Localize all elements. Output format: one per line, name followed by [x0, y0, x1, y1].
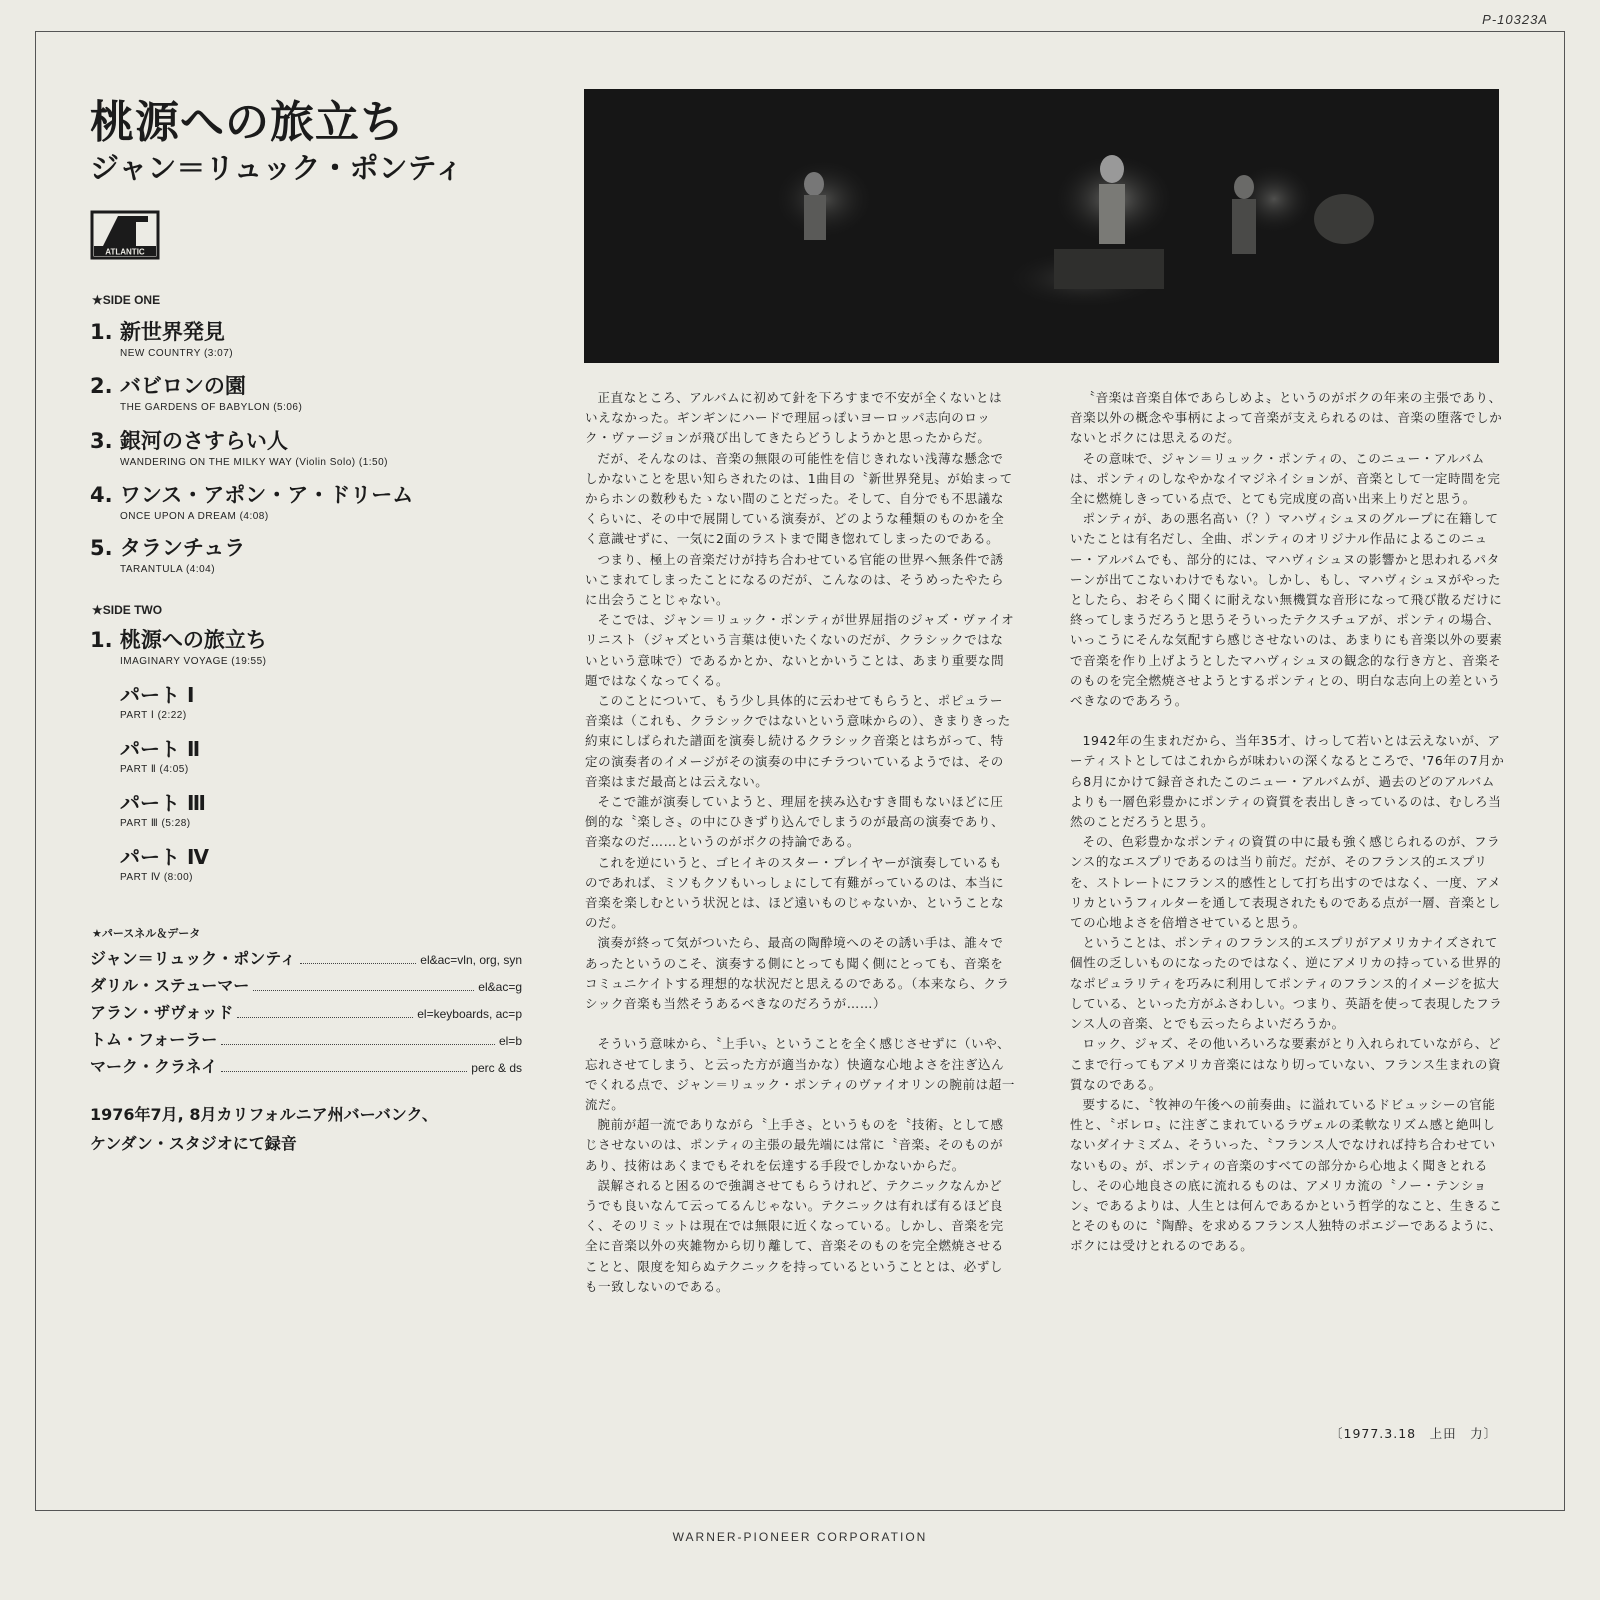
atlantic-logo-icon — [90, 210, 160, 260]
liner-paragraph: だが、そんなのは、音楽の無限の可能性を信じきれない浅薄な懸念でしかないことを思い知らされたのは、1曲目の〝新世界発見〟が始まってからホンの数秒もたゝない間のことだった。そして、自分でも不思議なくらいに、その中で展開している演奏が、どのような種類のものかを全く意識せずに、一気に2面のラストまで聞き惚れてしまったのである。 — [585, 450, 1013, 547]
liner-paragraph: 要するに、〝牧神の午後への前奏曲〟に溢れているドビュッシーの官能性と、〝ボレロ〟に注ぎこまれているラヴェルの柔軟なリズム感と絶叫しないダイナミズム、そういった、〝フランス人でなければ持ち合わせていないもの〟が、ポンティの音楽のすべての部分から心地よく聞きとれるし、その心地良さの底に流れるものは、アメリカ流の〝ノー・テンション〟であるよりは、人生とは何んであるかという哲学的なこと、生きることそのものに〝陶酔〟を求めるフランス人独特のポエジーであるように、ボクには受けとれるのである。 — [1070, 1096, 1503, 1254]
liner-paragraph: そういう意味から、〝上手い〟ということを全く感じさせずに（いや、忘れさせてしまう、と云った方が適当かな）快適な心地よさを注ぎ込んでくれる点で、ジャン＝リュック・ポンティのヴァイオリンの腕前は超一流だ。 — [585, 1036, 1015, 1112]
track-english-title: TARANTULA (4:04) — [120, 564, 216, 575]
member-name: アラン・ザヴォッド — [90, 1003, 234, 1022]
part-title: パート Ⅲ — [120, 791, 206, 815]
side-two-label: ★SIDE TWO — [92, 603, 163, 617]
track-title: 2. バビロンの園 — [90, 374, 246, 398]
liner-paragraph: そこで誰が演奏していようと、理屈を挟み込むすき間もないほどに圧倒的な〝楽しさ〟の中にひきずり込んでしまうのが最高の演奏であり、音楽なのだ……というのがボクの持論である。 — [585, 794, 1005, 850]
part-english-title: PART Ⅳ (8:00) — [120, 872, 193, 883]
part-item — [120, 787, 206, 829]
personnel-row — [90, 1000, 522, 1023]
track-english-title: NEW COUNTRY (3:07) — [120, 348, 234, 359]
liner-paragraph: 腕前が超一流でありながら〝上手さ〟というものを〝技術〟として感じさせないのは、ポンティの主張の最先端には常に〝音楽〟そのものがあり、技術はあくまでもそれを伝達する手段でしかないからだ。 — [585, 1117, 1004, 1173]
liner-paragraph: ということは、ポンティのフランス的エスプリがアメリカナイズされて個性の乏しいものになったのではなく、逆にアメリカの持っている世界的なポピュラリティを巧みに利用してポンティのフランス的イメージを拡大している、といった方がふさわしい。つまり、英語を使って表現したフランス人の音楽、とでも云ったらよいだろうか。 — [1070, 935, 1503, 1032]
member-name: ジャン＝リュック・ポンティ — [90, 949, 296, 968]
part-item — [120, 679, 194, 721]
side-one-label: ★SIDE ONE — [92, 293, 161, 307]
leader-dots — [237, 1007, 413, 1018]
logo-text: ATLANTIC — [105, 247, 145, 257]
track-item — [90, 425, 388, 468]
liner-paragraph: その、色彩豊かなポンティの資質の中に最も強く感じられるのが、フランス的なエスプリであるのは当り前だ。だが、そのフランス的エスプリを、ストレートにフランス的感性として打ち出すのではなく、一度、アメリカというフィルターを通して表現されたものである点が一層、音楽としての心地よさを倍増させていると思う。 — [1070, 834, 1501, 931]
album-title: 桃源への旅立ち — [90, 97, 405, 148]
personnel-row — [90, 973, 522, 996]
liner-paragraph: これを逆にいうと、ゴヒイキのスター・プレイヤーが演奏しているものであれば、ミソもクソもいっしょにして有難がっているのは、本当に音楽を楽しむという状況とは、ほど遠いものじゃないか、ということなのだ。 — [585, 854, 1005, 931]
liner-paragraph: そこでは、ジャン＝リュック・ポンティが世界屈指のジャズ・ヴァイオリニスト（ジャズという言葉は使いたくないのだが、クラシックではないという意味で）であるかとか、ないとかいうことは、あまり重要な問題ではなくなってくる。 — [585, 612, 1015, 688]
leader-dots — [221, 1034, 495, 1045]
part-item — [120, 841, 209, 883]
part-title: パート Ⅰ — [120, 683, 195, 707]
publisher-footer: WARNER-PIONEER CORPORATION — [672, 1530, 928, 1544]
leader-dots — [300, 953, 416, 964]
member-instrument: el=b — [498, 1034, 522, 1048]
track-item — [90, 479, 413, 522]
member-instrument: el&ac=vln, org, syn — [420, 953, 522, 967]
liner-paragraph: ポンティが、あの悪名高い（？）マハヴィシュヌのグループに在籍していたことは有名だし、全曲、ポンティのオリジナル作品によるこのニュー・アルバムでも、部分的には、マハヴィシュヌの影響かと思われるパターンが出てこないわけでもない。しかし、もし、マハヴィシュヌがやったとしたら、おそらく聞くに耐えない無機質な音形になって飛び散るだけに終ってしまうだろうと思うそういったテクスチュアが、ポンティの場合、いっこうにそんな気配すら感じさせないのは、あまりにも音楽以外の要素で音楽を作り上げようとしたマハヴィシュヌの観念的な行き方と、音楽そのものを完全燃焼させようとするポンティとの、明白な志向上の差というべきなのであろう。 — [1070, 511, 1503, 709]
track-item — [90, 624, 267, 667]
track-english-title: WANDERING ON THE MILKY WAY (Violin Solo) (1:50) — [120, 457, 389, 468]
liner-paragraph: 1942年の生まれだから、当年35才、けっして若いとは云えないが、アーティストとしてはこれからが味わいの深くなるところで、'76年の7月から8月にかけて録音されたこのニュー・アルバムが、過去のどのアルバムよりも一層色彩豊かにポンティの資質を表出しきっているのは、むしろ当然のことだろうと思う。 — [1070, 733, 1505, 830]
author-signature: 〔1977.3.18 上田 力〕 — [1330, 1426, 1498, 1441]
liner-notes-column-1 — [585, 388, 1015, 1297]
liner-notes-column-2 — [1070, 388, 1505, 1257]
track-english-title: THE GARDENS OF BABYLON (5:06) — [120, 402, 303, 413]
catalog-number: P-10323A — [1482, 12, 1548, 27]
liner-paragraph: 誤解されると困るので強調させてもらうけれど、テクニックなんかどうでも良いなんて云ってるんじゃない。テクニックは有れば有るほど良く、そのリミットは現在では無限に近くなっている。しかし、音楽を完全に音楽以外の夾雑物から切り離して、音楽そのものを完全燃焼させることと、限度を知らぬテクニックを持っているということとは、必ずしも一致しないのである。 — [585, 1177, 1004, 1294]
member-instrument: el=keyboards, ac=p — [417, 1007, 522, 1021]
track-item — [90, 316, 233, 359]
track-english-title: IMAGINARY VOYAGE (19:55) — [120, 656, 267, 667]
part-english-title: PART Ⅲ (5:28) — [120, 818, 191, 829]
personnel-row — [90, 1027, 522, 1050]
track-title: 1. 桃源への旅立ち — [90, 628, 267, 652]
track-english-title: ONCE UPON A DREAM (4:08) — [120, 511, 269, 522]
track-item — [90, 532, 245, 575]
liner-paragraph: 〝音楽は音楽自体であらしめよ〟というのがボクの年来の主張であり、音楽以外の概念や事柄によって音楽が支えられるのは、音楽の堕落でしかないとボクには思えるのだ。 — [1070, 390, 1503, 446]
member-name: ダリル・ステューマー — [90, 976, 250, 995]
member-instrument: perc & ds — [471, 1061, 522, 1075]
liner-paragraph: 演奏が終って気がついたら、最高の陶酔境へのその誘い手は、誰々であったというのこそ、演奏する側にとっても聞く側にとっても、音楽をコミュニケイトする理想的な状況だと思えるのである。（本来なら、クラシック音楽も当然そうあるべきなのだろうが……） — [585, 935, 1010, 1012]
recording-line: 1976年7月, 8月カリフォルニア州バーバンク、 — [90, 1105, 438, 1124]
personnel-label: ★パースネル＆データ — [92, 927, 201, 940]
part-title: パート Ⅱ — [120, 737, 201, 761]
member-instrument: el&ac=g — [478, 980, 522, 994]
recording-info — [90, 1100, 438, 1158]
personnel-row — [90, 946, 522, 969]
part-item — [120, 733, 200, 775]
liner-paragraph: その意味で、ジャン＝リュック・ポンティの、このニュー・アルバムは、ポンティのしなやかなイマジネイションが、音楽として一定時間を完全に燃焼しきっている点で、とても完成度の高い出来上りだと思う。 — [1070, 450, 1501, 507]
track-title: 4. ワンス・アポン・ア・ドリーム — [90, 483, 414, 507]
member-name: トム・フォーラー — [90, 1030, 218, 1049]
track-title: 5. タランチュラ — [90, 536, 246, 560]
liner-paragraph: ロック、ジャズ、その他いろいろな要素がとり入れられていながら、どこまで行ってもアメリカ音楽にはなり切っていない、フランス生まれの資質なのである。 — [1070, 1036, 1502, 1092]
track-item — [90, 370, 302, 413]
recording-line: ケンダン・スタジオにて録音 — [90, 1134, 297, 1153]
liner-paragraph: つまり、極上の音楽だけが持ち合わせている官能の世界へ無条件で誘いこまれてしまったことになるのだが、こんなのは、そうめったやたらに出会うことじゃない。 — [585, 551, 1005, 608]
band-live-photo — [584, 89, 1499, 363]
artist-name: ジャン＝リュック・ポンティ — [90, 151, 464, 185]
part-english-title: PART Ⅰ (2:22) — [120, 710, 187, 721]
liner-paragraph: このことについて、もう少し具体的に云わせてもらうと、ポピュラー音楽は（これも、クラシックではないという意味からの）、きまりきった約束にしばられた譜面を演奏し続けるクラシック音楽とはちがって、特定の演奏者のイメージがその演奏の中にチラついているようでは、その音楽はまだ最高とは云えない。 — [585, 693, 1011, 789]
part-title: パート Ⅳ — [120, 845, 209, 869]
liner-paragraph: 正直なところ、アルバムに初めて針を下ろすまで不安が全くないとはいえなかった。ギンギンにハードで理屈っぽいヨーロッパ志向のロック・ヴァージョンが飛び出してきたらどうしようかと思ったからだ。 — [585, 390, 1003, 446]
track-title: 3. 銀河のさすらい人 — [90, 429, 288, 453]
leader-dots — [221, 1061, 467, 1072]
leader-dots — [253, 980, 474, 991]
part-english-title: PART Ⅱ (4:05) — [120, 764, 189, 775]
track-title: 1. 新世界発見 — [90, 320, 225, 344]
member-name: マーク・クラネイ — [90, 1057, 218, 1076]
personnel-row — [90, 1054, 522, 1077]
